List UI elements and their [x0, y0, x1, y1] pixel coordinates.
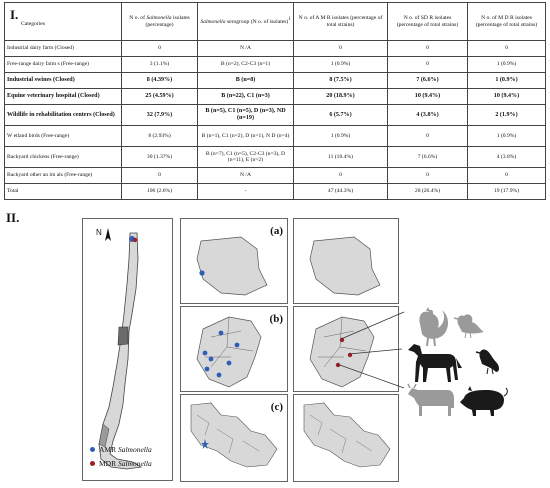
- mdr-marker: [133, 238, 137, 242]
- cell-isolates: 0: [122, 41, 198, 57]
- table-header-row: [5, 3, 546, 41]
- cell-mdr: 10 (9.4%): [468, 89, 546, 105]
- cell-mdr: 2 (1.9%): [468, 105, 546, 126]
- mdr-marker: [340, 338, 344, 342]
- table-panel: [4, 2, 545, 208]
- animal-icons: [400, 302, 550, 422]
- cell-mdr: 1 (0.9%): [468, 73, 546, 89]
- small-bird-icon: [454, 314, 484, 338]
- cell-isolates: 106 (2.6%): [122, 184, 198, 200]
- cell-serogroup: B (n=5), C1 (n=5), D (n=3), ND (n=19): [198, 105, 294, 126]
- label-a: (a): [270, 225, 283, 237]
- panel-ii-label: II.: [6, 210, 20, 225]
- cell-serogroup: B (n=1), C1 (n=2), D (n=1), N D (n=4): [198, 126, 294, 147]
- cell-sdr: 4 (3.8%): [388, 105, 468, 126]
- legend-amr: AMR Salmonella: [90, 445, 152, 454]
- cell-amr: 6 (5.7%): [294, 105, 388, 126]
- table-row: [5, 57, 546, 73]
- amr-marker: [199, 270, 204, 275]
- cell-isolates: 0: [122, 168, 198, 184]
- cell-sdr: 0: [388, 57, 468, 73]
- cell-amr: 0: [294, 41, 388, 57]
- map-c-amr: [180, 394, 288, 482]
- amr-legend-dot: [90, 447, 95, 452]
- cell-mdr: 1 (0.9%): [468, 57, 546, 73]
- cell-isolates: 8 (2.93%): [122, 126, 198, 147]
- table-row: [5, 89, 546, 105]
- cell-category: Backyard other an im als (Free-range): [5, 168, 122, 184]
- cell-sdr: 0: [388, 41, 468, 57]
- cell-category: Industrial dairy farm (Closed): [5, 41, 122, 57]
- cell-amr: 1 (0.9%): [294, 57, 388, 73]
- isolates-table: [4, 2, 546, 200]
- cell-amr: 11 (10.4%): [294, 147, 388, 168]
- rooster-icon: [419, 307, 448, 346]
- cell-mdr: 0: [468, 41, 546, 57]
- cell-amr: 8 (7.5%): [294, 73, 388, 89]
- black-bird-icon: [476, 349, 499, 374]
- map-b-mdr: [293, 306, 399, 392]
- table-row: [5, 184, 546, 200]
- cell-isolates: 3 (1.1%): [122, 57, 198, 73]
- cell-isolates: 8 (4.39%): [122, 73, 198, 89]
- table-row: [5, 126, 546, 147]
- map-a-mdr: [293, 218, 399, 304]
- amr-marker: [235, 343, 240, 348]
- cell-serogroup: B (n=22), C1 (n=3): [198, 89, 294, 105]
- cell-serogroup: -: [198, 184, 294, 200]
- table-row: [5, 73, 546, 89]
- amr-marker: [227, 361, 232, 366]
- table-row: [5, 41, 546, 57]
- cell-mdr: 0: [468, 168, 546, 184]
- amr-marker: [219, 331, 224, 336]
- amr-marker: [205, 367, 210, 372]
- panel-i-label: I.: [10, 7, 19, 22]
- header-categories: Categories: [5, 3, 122, 41]
- mdr-legend-dot: [90, 461, 95, 466]
- cell-mdr: 19 (17.9%): [468, 184, 546, 200]
- mdr-marker: [348, 353, 352, 357]
- cell-mdr: 1 (0.9%): [468, 126, 546, 147]
- cell-category: Backyard chickens (Free-range): [5, 147, 122, 168]
- cell-isolates: 30 (1.37%): [122, 147, 198, 168]
- cell-serogroup: B (n=7), C1 (n=5), C2-C3 (n=3), D (n=11), E (n=2): [198, 147, 294, 168]
- chile-overview-map: [82, 218, 173, 481]
- map-c-mdr: [293, 394, 399, 482]
- pig-icon: [460, 386, 507, 416]
- cell-category: Free-range dairy farm s (Free-range): [5, 57, 122, 73]
- header-serogroup: Salmonella serogroup (N o. of isolates)$^1$: [198, 3, 294, 41]
- map-b-amr: [180, 306, 288, 392]
- cow-icon: [408, 384, 454, 416]
- cell-amr: 47 (44.3%): [294, 184, 388, 200]
- map-a-amr: [180, 218, 288, 304]
- cell-category: Total: [5, 184, 122, 200]
- cell-category: Wildlife in rehabilitation centers (Closed): [5, 105, 122, 126]
- cell-sdr: 28 (26.4%): [388, 184, 468, 200]
- table-body: [5, 41, 546, 200]
- table-row: [5, 168, 546, 184]
- cell-serogroup: B (n=2), C2-C3 (n=1): [198, 57, 294, 73]
- chile-country-shape: [83, 219, 174, 482]
- header-isolates: N o. of Salmonella isolates (percentage): [122, 3, 198, 41]
- cell-amr: 1 (0.9%): [294, 126, 388, 147]
- legend-mdr: MDR Salmonella: [90, 459, 152, 468]
- header-amr: N o. of A M R isolates (percentage of total strains): [294, 3, 388, 41]
- cell-sdr: 7 (6.6%): [388, 73, 468, 89]
- cell-isolates: 32 (7.9%): [122, 105, 198, 126]
- label-b: (b): [269, 313, 283, 325]
- mdr-marker: [336, 363, 340, 367]
- cell-sdr: 0: [388, 168, 468, 184]
- cell-serogroup: N /A: [198, 41, 294, 57]
- cell-category: Equine veterinary hospital (Closed): [5, 89, 122, 105]
- amr-marker: [203, 351, 208, 356]
- amr-marker: [217, 373, 222, 378]
- cell-sdr: 10 (9.4%): [388, 89, 468, 105]
- cell-serogroup: B (n=8): [198, 73, 294, 89]
- table-row: [5, 147, 546, 168]
- label-c: (c): [270, 401, 283, 413]
- amr-marker: [209, 357, 214, 362]
- cell-mdr: 4 (3.8%): [468, 147, 546, 168]
- horse-icon: [408, 344, 462, 382]
- cell-category: Industrial swines (Closed): [5, 73, 122, 89]
- cell-isolates: 25 (4.59%): [122, 89, 198, 105]
- cell-sdr: 0: [388, 126, 468, 147]
- header-sdr: N o. of SD R isolates (percentage of total strains): [388, 3, 468, 41]
- cell-sdr: 7 (6.6%): [388, 147, 468, 168]
- cell-category: W etland birds (Free-range): [5, 126, 122, 147]
- cell-serogroup: N /A: [198, 168, 294, 184]
- cell-amr: 20 (18.9%): [294, 89, 388, 105]
- svg-text:N: N: [96, 228, 102, 237]
- table-row: [5, 105, 546, 126]
- header-mdr: N o. of M D R isolates (percentage of total strains): [468, 3, 546, 41]
- cell-amr: 0: [294, 168, 388, 184]
- maps-panel: [0, 210, 550, 488]
